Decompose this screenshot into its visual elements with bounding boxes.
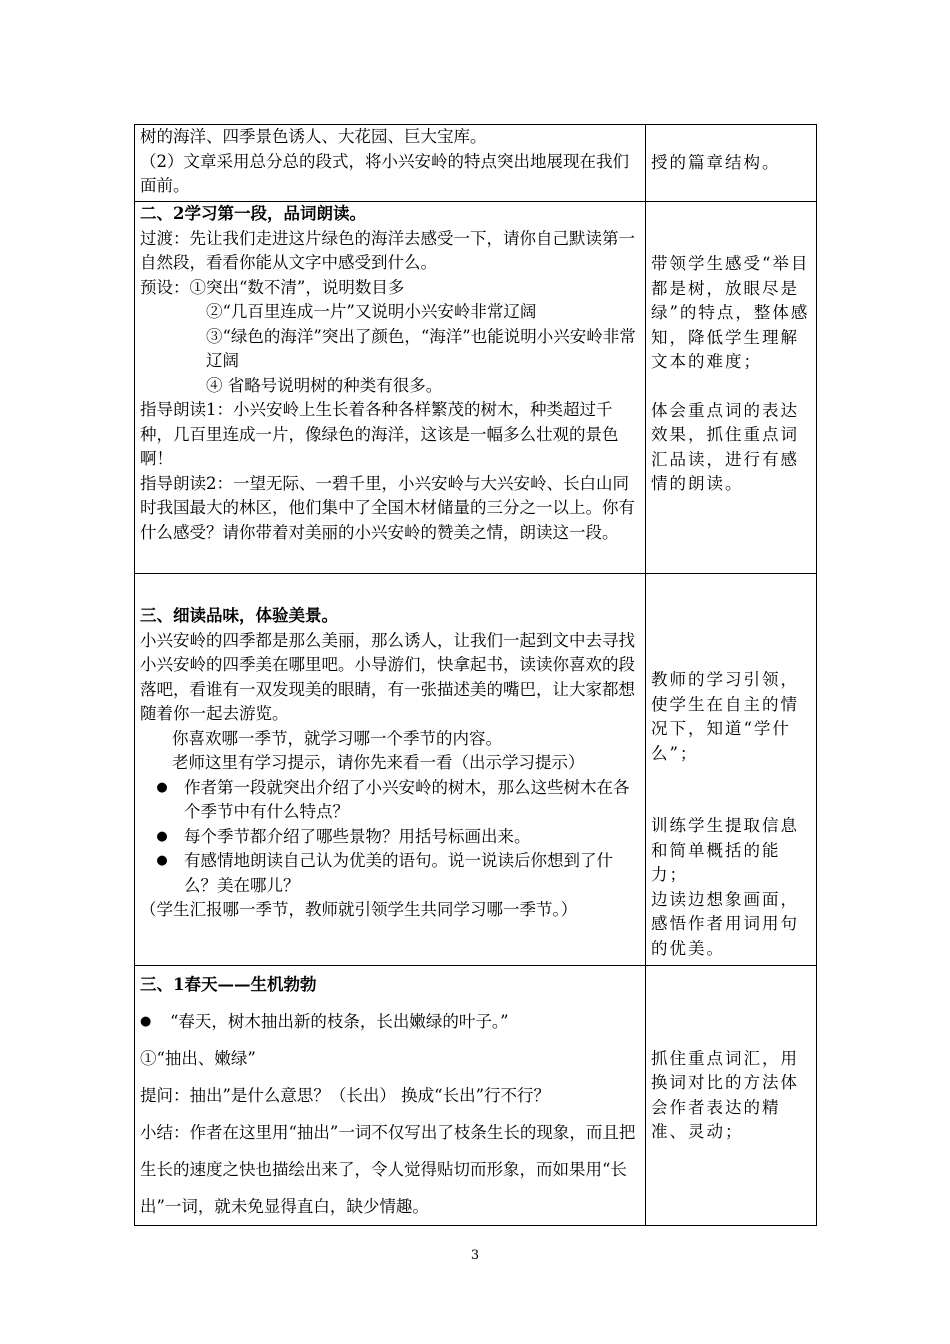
table-row [135, 125, 817, 202]
paragraph: 小结：作者在这里用“抽出”一词不仅写出了枝条生长的现象，而且把生长的速度之快也描绘出来了，令人觉得贴切而形象，而如果用“长出”一词，就未免显得直白，缺少情趣。 [140, 1123, 636, 1216]
bullet-icon: ● [156, 853, 168, 868]
note-text: 训练学生提取信息和简单概括的能力； [651, 816, 799, 884]
paragraph: 树的海洋、四季景色诱人、大花园、巨大宝库。 [140, 127, 487, 146]
paragraph: 你喜欢哪一季节，就学习哪一个季节的内容。 [172, 728, 502, 748]
paragraph: 提问：抽出”是什么意思？（长出） 换成“长出”行不行？ [140, 1086, 551, 1105]
list-item: ● 作者第一段就突出介绍了小兴安岭的树木，那么这些树木在各个季节中有什么特点？ [140, 776, 640, 825]
list-item: ● 每个季节都介绍了哪些景物？用括号标画出来。 [140, 825, 640, 850]
note-text: 带领学生感受“举目都是树，放眼尽是绿”的特点，整体感知，降低学生理解文本的难度； [651, 254, 810, 371]
note-cell [646, 574, 817, 966]
content-cell [135, 202, 646, 574]
note-text: 教师的学习引领，使学生在自主的情况下，知道“学什么”； [651, 670, 799, 763]
paragraph: ④ 省略号说明树的种类有很多。 [206, 375, 443, 395]
paragraph: ③“绿色的海洋”突出了颜色，“海洋”也能说明小兴安岭非常辽阔 [206, 326, 636, 370]
content-cell [135, 966, 646, 1226]
note-text: 体会重点词的表达效果，抓住重点词汇品读，进行有感情的朗读。 [651, 400, 799, 493]
note-cell [646, 966, 817, 1226]
list-item: ● 有感情地朗读自己认为优美的语句。说一说读后你想到了什么？美在哪儿？ [140, 849, 640, 898]
table-row [135, 202, 817, 574]
bullet-icon: ● [156, 828, 168, 844]
bullet-icon: ● [156, 779, 168, 795]
content-cell [135, 125, 646, 202]
section-heading: 三、1春天——生机勃勃 [140, 975, 317, 994]
note-cell [646, 125, 817, 202]
note-text: 授的篇章结构。 [651, 152, 781, 172]
paragraph: 指导朗读1：小兴安岭上生长着各种各样繁茂的树木，种类超过千种，几百里连成一片，像绿色的海洋，这该是一幅多么壮观的景色啊！ [140, 400, 619, 468]
list-item: ● “春天，树木抽出新的枝条，长出嫩绿的叶子。” [140, 1003, 640, 1040]
table-row [135, 966, 817, 1226]
paragraph: ②“几百里连成一片”又说明小兴安岭非常辽阔 [206, 302, 537, 321]
section-heading: 二、2学习第一段，品词朗读。 [140, 204, 366, 223]
paragraph: 指导朗读2：一望无际、一碧千里，小兴安岭与大兴安岭、长白山同时我国最大的林区，他们集中了全国木材储量的三分之一以上。你有什么感受？请你带着对美丽的小兴安岭的赞美之情，朗读这一段。 [140, 473, 635, 542]
paragraph: （2）文章采用总分总的段式，将小兴安岭的特点突出地展现在我们面前。 [140, 151, 629, 195]
section-heading: 三、细读品味，体验美景。 [140, 606, 338, 625]
paragraph: 预设：①突出“数不清”，说明数目多 [140, 277, 405, 297]
paragraph: ①“抽出、嫩绿” [140, 1049, 256, 1068]
note-text: 抓住重点词汇，用换词对比的方法体会作者表达的精准、灵动； [651, 1048, 799, 1141]
paragraph: 小兴安岭的四季都是那么美丽，那么诱人，让我们一起到文中去寻找小兴安岭的四季美在哪里吧。小导游们，快拿起书，读读你喜欢的段落吧，看谁有一双发现美的眼睛，有一张描述美的嘴巴，让大家都想随着你一起去游览。 [140, 630, 635, 723]
note-cell [646, 202, 817, 574]
lesson-plan-table [134, 124, 817, 1226]
paragraph: 过渡：先让我们走进这片绿色的海洋去感受一下，请你自己默读第一自然段，看看你能从文字中感受到什么。 [140, 228, 635, 272]
content-cell [135, 574, 646, 966]
note-text: 边读边想象画面，感悟作者用词用句的优美。 [651, 889, 799, 958]
page-number: 3 [470, 1248, 480, 1263]
paragraph: （学生汇报哪一季节，教师就引领学生共同学习哪一季节。） [140, 900, 578, 919]
bullet-icon: ● [140, 1014, 152, 1029]
paragraph: 老师这里有学习提示，请你先来看一看（出示学习提示） [172, 753, 585, 772]
table-row [135, 574, 817, 966]
